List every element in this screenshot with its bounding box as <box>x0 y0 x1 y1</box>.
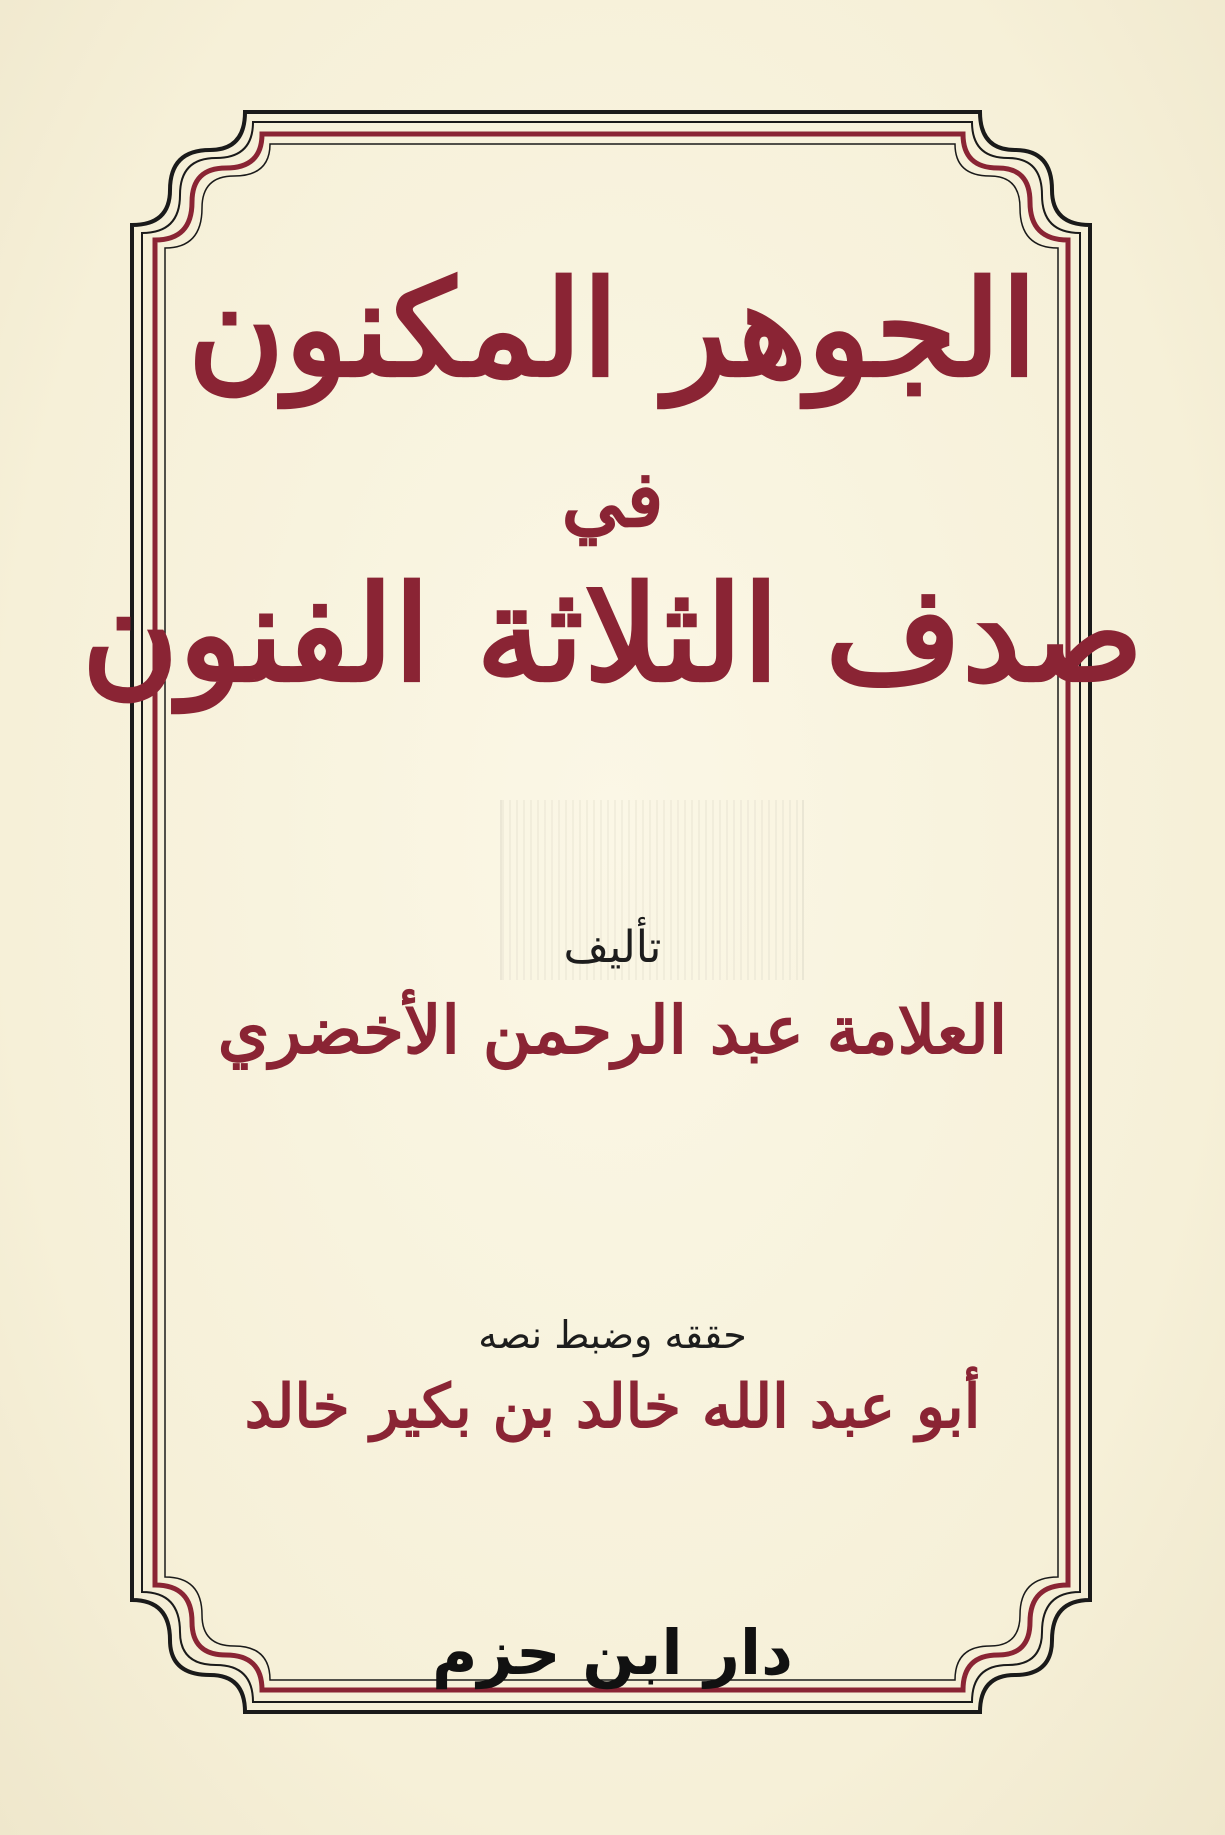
publisher-name: دار ابن حزم <box>432 1616 793 1689</box>
title-connector: في <box>561 454 664 545</box>
title-line-1: الجوهر المكنون <box>187 252 1038 407</box>
author-name: العلامة عبد الرحمن الأخضري <box>217 991 1008 1069</box>
title-line-2: صدف الثلاثة الفنون <box>81 557 1144 712</box>
authorship-label: تأليف <box>563 922 662 973</box>
editor-label: حققه وضبط نصه <box>478 1313 747 1357</box>
editor-name: أبو عبد الله خالد بن بكير خالد <box>244 1372 981 1442</box>
